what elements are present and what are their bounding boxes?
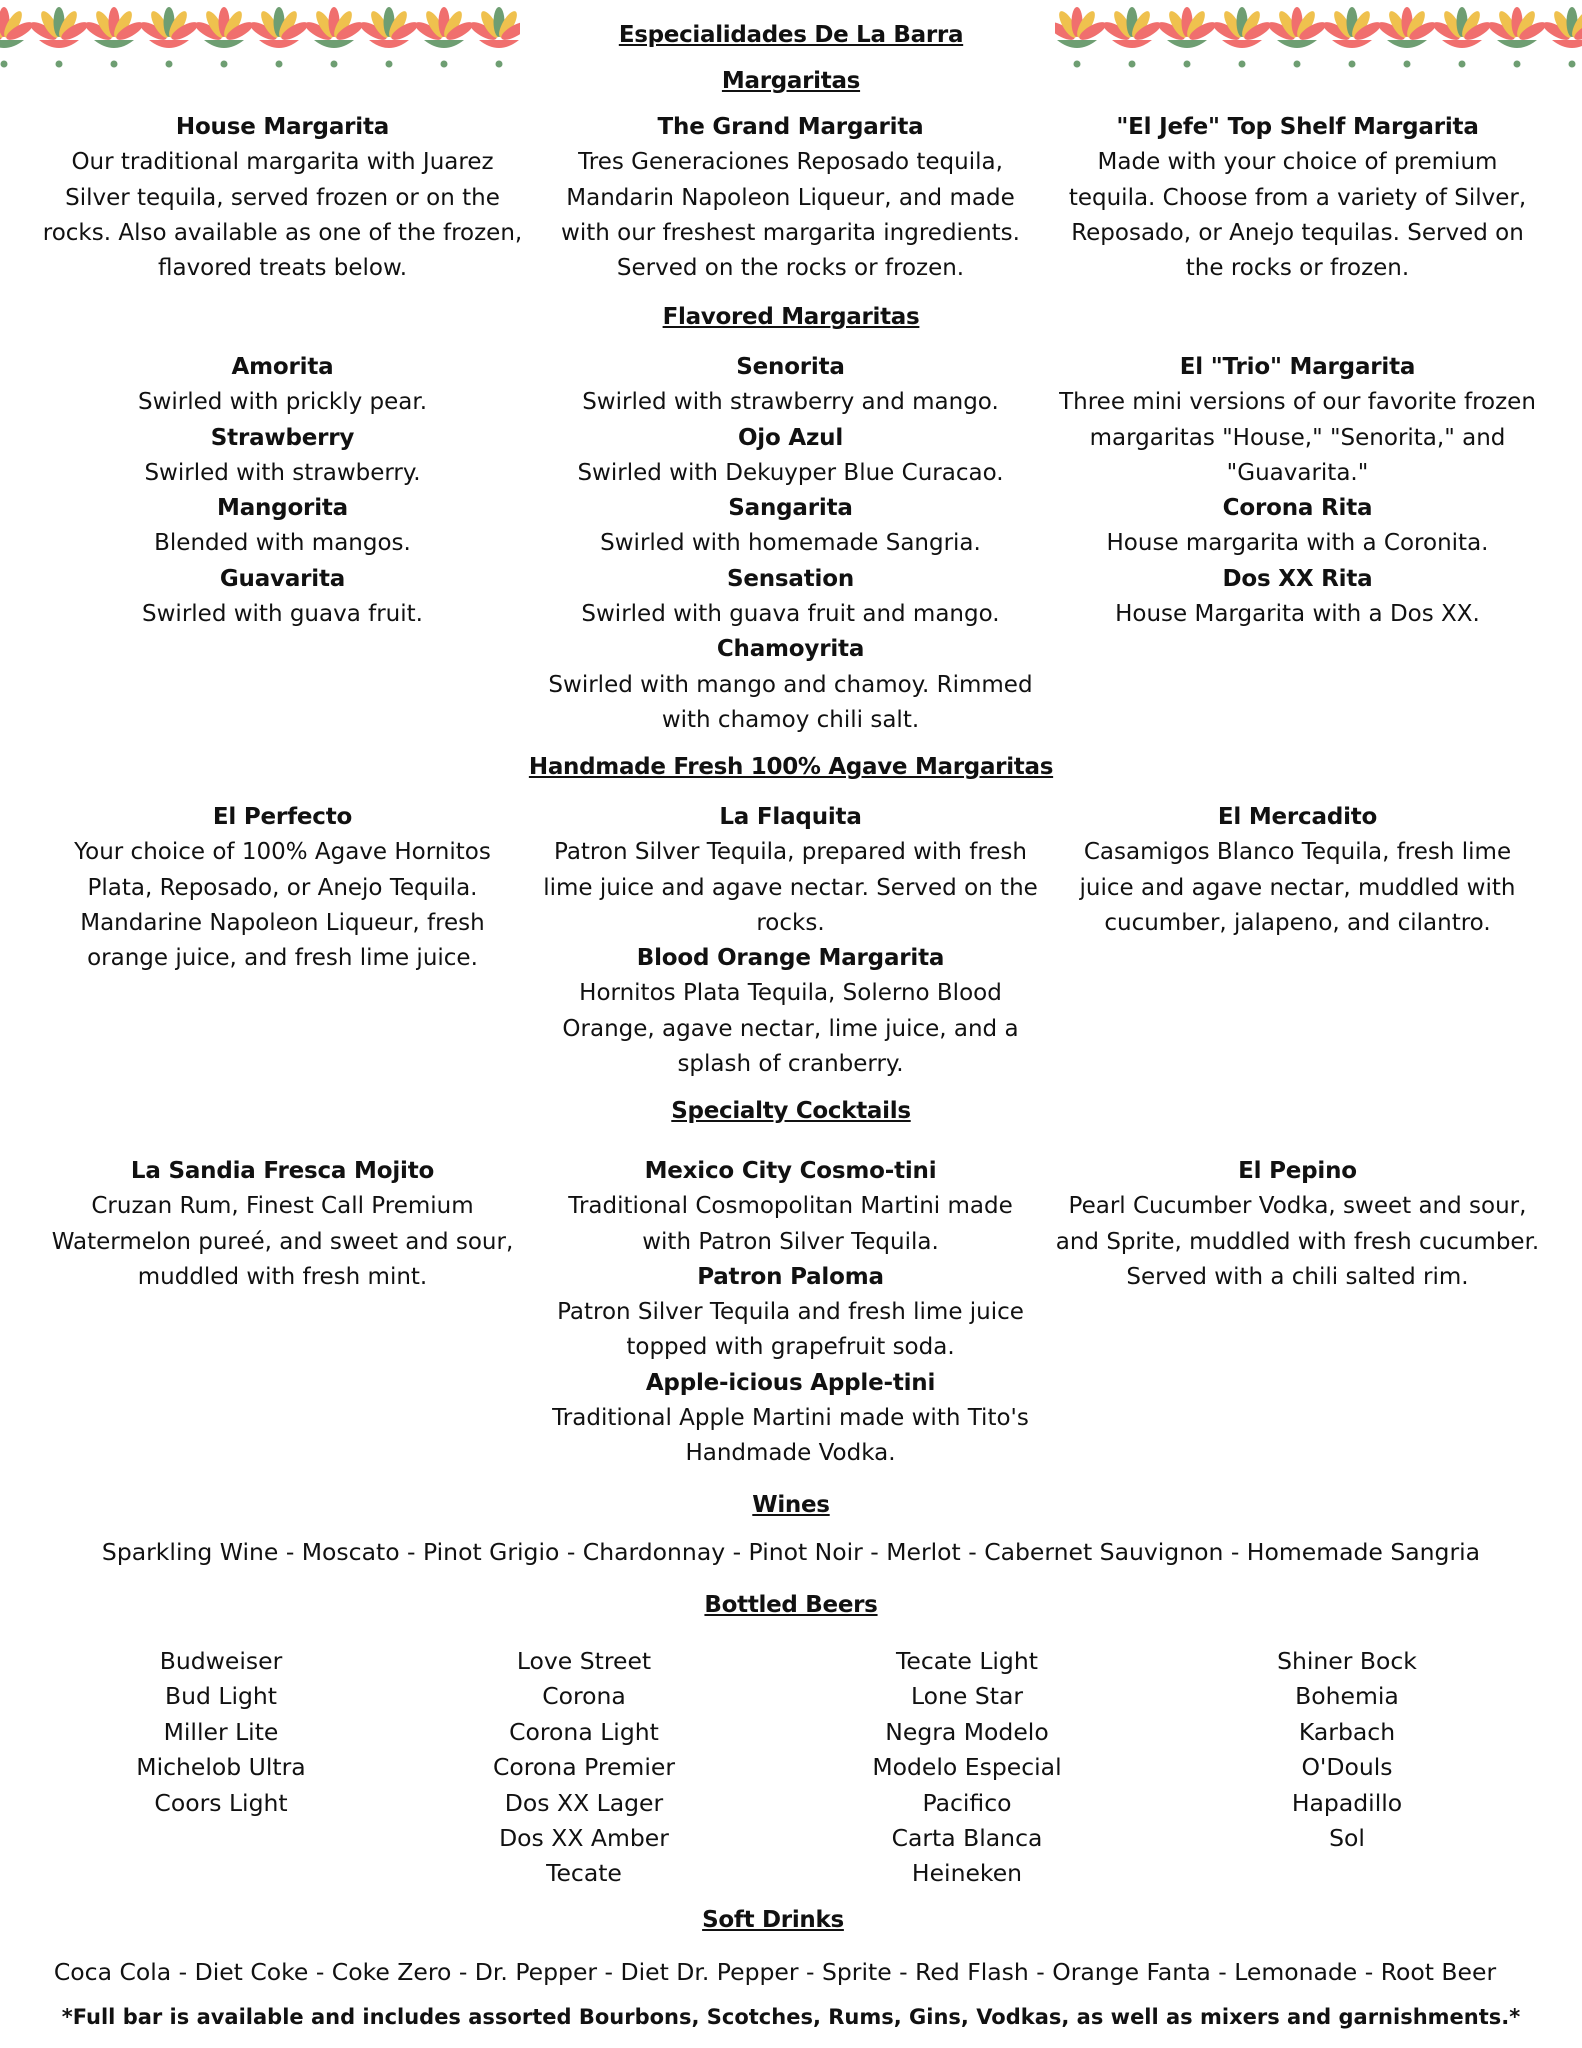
item-name: La Flaquita xyxy=(719,804,862,830)
beer-item: Dos XX Lager xyxy=(504,1788,664,1817)
beer-item: Love Street xyxy=(516,1647,652,1675)
item-name: Dos XX Rita xyxy=(1222,565,1373,592)
cocktails-column-2 xyxy=(543,1154,1038,1472)
soft-drinks-list: Coca Cola - Diet Coke - Coke Zero - Dr. Pepper - Diet Dr. Pepper - Sprite - Red Flash - Orange Fanta - Lemonade - Root Beer xyxy=(53,1958,1497,1986)
flavored-column-2 xyxy=(543,350,1038,738)
item-description: Swirled with strawberry and mango. xyxy=(582,389,999,416)
item-description: Swirled with mango and chamoy. Rimmed with chamoy chili salt. xyxy=(548,671,1033,733)
item-name: Guavarita xyxy=(219,565,346,592)
item-description: Swirled with guava fruit and mango. xyxy=(581,601,1000,628)
section-heading-bottled-beers: Bottled Beers xyxy=(704,1592,878,1618)
margaritas-column-3 xyxy=(1055,110,1540,286)
item-name: El Pepino xyxy=(1238,1158,1357,1184)
section-heading-margaritas: Margaritas xyxy=(721,68,861,94)
item-name: House Margarita xyxy=(175,114,390,140)
beer-item: Negra Modelo xyxy=(885,1717,1049,1746)
item-name: Blood Orange Margarita xyxy=(636,945,945,972)
item-name: El Mercadito xyxy=(1217,804,1378,830)
beer-item: Bohemia xyxy=(1295,1682,1399,1711)
item-name: El Perfecto xyxy=(212,804,353,830)
item-description: Pearl Cucumber Vodka, sweet and sour, and Sprite, muddled with fresh cucumber. Served with a chili salted rim. xyxy=(1055,1193,1540,1290)
item-description: Made with your choice of premium tequila. Choose from a variety of Silver, Reposado, or Anejo tequilas. Served on the rocks or frozen. xyxy=(1068,149,1527,282)
margaritas-column-1 xyxy=(40,110,525,286)
item-name: Mexico City Cosmo-tini xyxy=(644,1158,937,1184)
item-name: Patron Paloma xyxy=(697,1263,884,1290)
item-name: La Sandia Fresca Mojito xyxy=(130,1158,435,1184)
page-title: Especialidades De La Barra xyxy=(618,22,964,48)
handmade-column-3 xyxy=(1055,800,1540,941)
beer-item: Budweiser xyxy=(159,1647,283,1675)
item-name: Mangorita xyxy=(217,495,348,522)
beer-item: Miller Lite xyxy=(163,1717,279,1746)
wines-list: Sparkling Wine - Moscato - Pinot Grigio - Chardonnay - Pinot Noir - Merlot - Cabernet Sauvignon - Homemade Sangria xyxy=(101,1538,1481,1566)
item-description: Patron Silver Tequila, prepared with fresh lime juice and agave nectar. Served on the rocks. xyxy=(543,839,1038,936)
beer-item: Tecate Light xyxy=(896,1647,1038,1675)
item-name: Amorita xyxy=(231,354,334,380)
item-description: Tres Generaciones Reposado tequila, Mandarin Napoleon Liqueur, and made with our freshest margarita ingredients. Served on the rocks or frozen. xyxy=(561,149,1020,282)
item-description: Swirled with Dekuyper Blue Curacao. xyxy=(577,459,1004,486)
beer-column-3 xyxy=(817,1644,1117,1892)
handmade-column-2 xyxy=(543,800,1038,1082)
beer-item: Corona xyxy=(542,1682,626,1711)
flavored-column-1 xyxy=(40,350,525,632)
item-description: Swirled with prickly pear. xyxy=(137,389,428,416)
cocktails-column-3 xyxy=(1055,1154,1540,1295)
beer-item: Carta Blanca xyxy=(891,1824,1043,1853)
beer-item: Coors Light xyxy=(154,1788,288,1817)
beer-item: Bud Light xyxy=(164,1682,278,1711)
section-heading-flavored-margaritas: Flavored Margaritas xyxy=(662,304,920,330)
beer-item: Heineken xyxy=(911,1859,1023,1888)
item-description: Casamigos Blanco Tequila, fresh lime juice and agave nectar, muddled with cucumber, jalapeno, and cilantro. xyxy=(1079,839,1516,936)
item-description: House Margarita with a Dos XX. xyxy=(1115,601,1480,628)
item-description: Blended with mangos. xyxy=(154,530,411,557)
margaritas-column-2 xyxy=(543,110,1038,286)
beer-item: Karbach xyxy=(1298,1717,1396,1746)
beer-item: Hapadillo xyxy=(1291,1788,1403,1817)
item-description: Patron Silver Tequila and fresh lime juice topped with grapefruit soda. xyxy=(557,1299,1024,1361)
item-name: Senorita xyxy=(736,354,845,380)
item-name: Chamoyrita xyxy=(716,636,865,663)
beer-column-2 xyxy=(434,1644,734,1892)
flavored-column-3 xyxy=(1055,350,1540,632)
beer-column-1 xyxy=(71,1644,371,1821)
beer-item: Modelo Especial xyxy=(872,1753,1062,1782)
beer-item: Sol xyxy=(1329,1824,1365,1853)
item-description: Swirled with homemade Sangria. xyxy=(600,530,981,557)
section-heading-handmade-margaritas: Handmade Fresh 100% Agave Margaritas xyxy=(528,754,1054,780)
item-name: "El Jefe" Top Shelf Margarita xyxy=(1116,114,1479,140)
item-description: Traditional Cosmopolitan Martini made with Patron Silver Tequila. xyxy=(568,1193,1013,1255)
beer-item: Pacifico xyxy=(922,1788,1012,1817)
item-name: Strawberry xyxy=(210,424,355,451)
section-heading-specialty-cocktails: Specialty Cocktails xyxy=(671,1098,911,1124)
beer-item: Michelob Ultra xyxy=(136,1753,306,1782)
item-name: Sensation xyxy=(726,565,854,592)
beer-item: Corona Premier xyxy=(493,1753,675,1782)
item-name: The Grand Margarita xyxy=(657,114,924,140)
item-description: House margarita with a Coronita. xyxy=(1106,530,1489,557)
item-description: Swirled with strawberry. xyxy=(144,459,421,486)
beer-item: Corona Light xyxy=(509,1717,659,1746)
section-heading-soft-drinks: Soft Drinks xyxy=(702,1907,844,1933)
beer-item: Lone Star xyxy=(910,1682,1024,1711)
section-heading-wines: Wines xyxy=(752,1492,830,1518)
item-name: Sangarita xyxy=(728,495,853,522)
handmade-column-1 xyxy=(40,800,525,976)
item-description: Three mini versions of our favorite frozen margaritas "House," "Senorita," and "Guavarita." xyxy=(1059,389,1536,486)
item-description: Swirled with guava fruit. xyxy=(142,601,423,628)
item-description: Traditional Apple Martini made with Tito's Handmade Vodka. xyxy=(552,1405,1029,1467)
item-description: Cruzan Rum, Finest Call Premium Watermelon pureé, and sweet and sour, muddled with fresh mint. xyxy=(51,1193,514,1290)
item-description: Your choice of 100% Agave Hornitos Plata, Reposado, or Anejo Tequila. Mandarine Napoleon Liqueur, fresh orange juice, and fresh lime juice. xyxy=(74,839,491,972)
item-description: Our traditional margarita with Juarez Silver tequila, served frozen or on the rocks. Also available as one of the frozen, flavored treats below. xyxy=(42,149,523,282)
full-bar-footnote: *Full bar is available and includes assorted Bourbons, Scotches, Rums, Gins, Vodkas, as well as mixers and garnishments.* xyxy=(61,2005,1521,2029)
cocktails-column-1 xyxy=(40,1154,525,1295)
item-name: Apple-icious Apple-tini xyxy=(645,1369,936,1396)
item-description: Hornitos Plata Tequila, Solerno Blood Orange, agave nectar, lime juice, and a splash of cranberry. xyxy=(562,980,1019,1078)
item-name: Ojo Azul xyxy=(737,424,844,451)
item-name: Corona Rita xyxy=(1222,495,1373,522)
beer-item: Shiner Bock xyxy=(1277,1647,1417,1675)
item-name: El "Trio" Margarita xyxy=(1179,354,1416,380)
beer-item: Dos XX Amber xyxy=(499,1824,669,1853)
beer-column-4 xyxy=(1197,1644,1497,1856)
beer-item: O'Douls xyxy=(1301,1753,1393,1782)
beer-item: Tecate xyxy=(546,1859,622,1888)
